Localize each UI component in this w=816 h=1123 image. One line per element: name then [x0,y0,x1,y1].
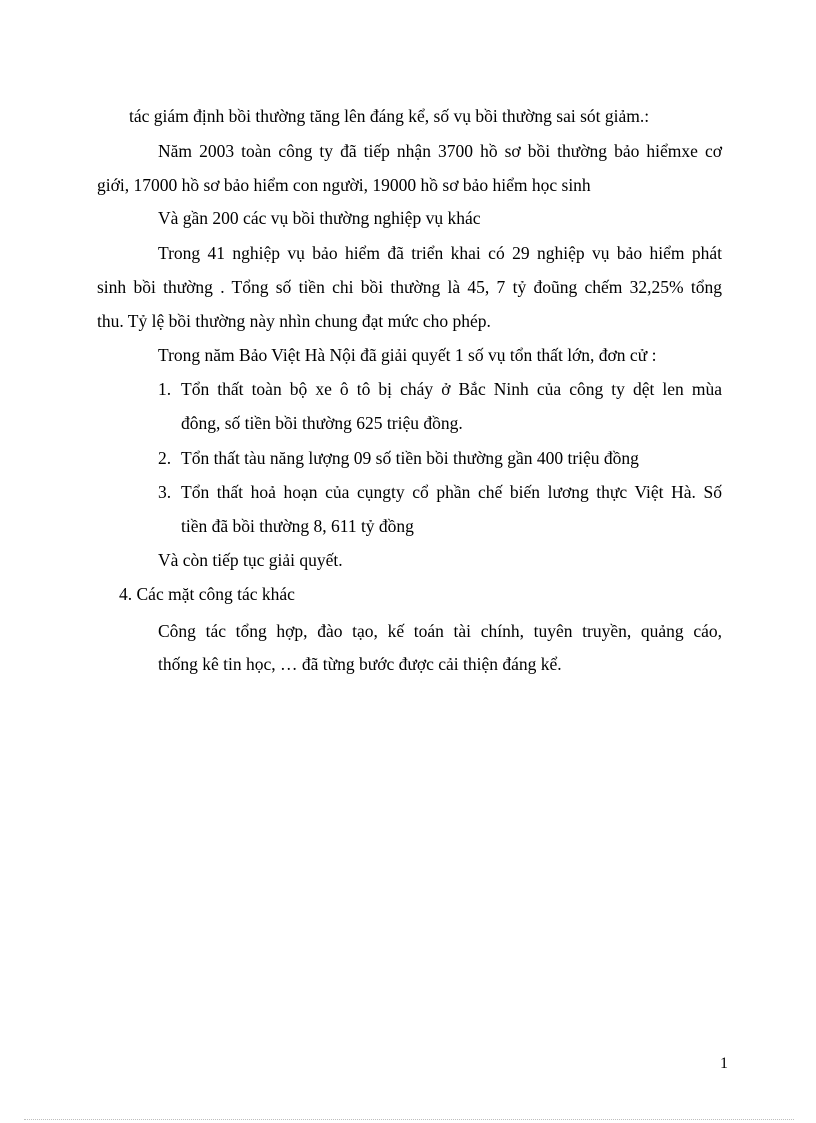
section-heading: 4. Các mặt công tác khác [119,584,295,604]
paragraph-line: Và gần 200 các vụ bồi thường nghiệp vụ khác [158,208,481,228]
paragraph-line: Công tác tổng hợp, đào tạo, kế toán tài chính, tuyên truyền, quảng cáo, [158,621,722,641]
list-item-line: Tổn thất toàn bộ xe ô tô bị cháy ở Bắc Ninh của công ty dệt len mùa [181,379,722,399]
paragraph-line: sinh bồi thường . Tổng số tiền chi bồi thường là 45, 7 tỷ đoũng chếm 32,25% tổng [97,277,722,297]
paragraph-line: thống kê tin học, … đã từng bước được cải thiện đáng kể. [158,654,562,674]
paragraph-line: giới, 17000 hồ sơ bảo hiểm con người, 19000 hồ sơ bảo hiểm học sinh [97,175,591,195]
list-item-line: Tổn thất hoả hoạn của cụngty cổ phần chế biến lương thực Việt Hà. Số [181,482,722,502]
paragraph-line: Trong 41 nghiệp vụ bảo hiểm đã triển khai có 29 nghiệp vụ bảo hiểm phát [158,243,722,263]
list-item-number: 3. [158,482,172,502]
list-item-line: tiền đã bồi thường 8, 611 tỷ đồng [181,516,414,536]
paragraph-line: Năm 2003 toàn công ty đã tiếp nhận 3700 hồ sơ bồi thường bảo hiểmxe cơ [158,141,722,161]
list-item-line: đông, số tiền bồi thường 625 triệu đồng. [181,413,463,433]
paragraph-line: tác giám định bồi thường tăng lên đáng kể, số vụ bồi thường sai sót giảm.: [129,106,650,126]
paragraph-line: thu. Tỷ lệ bồi thường này nhìn chung đạt mức cho phép. [97,311,491,331]
list-item-number: 1. [158,379,172,399]
list-item-line: Tổn thất tàu năng lượng 09 số tiền bồi thường gần 400 triệu đồng [181,448,639,468]
list-item-number: 2. [158,448,172,468]
page-bottom-divider [24,1119,794,1120]
paragraph-line: Trong năm Bảo Việt Hà Nội đã giải quyết 1 số vụ tổn thất lớn, đơn cử : [158,345,657,365]
page-number: 1 [720,1055,728,1072]
continuation-text: Và còn tiếp tục giải quyết. [158,550,343,570]
